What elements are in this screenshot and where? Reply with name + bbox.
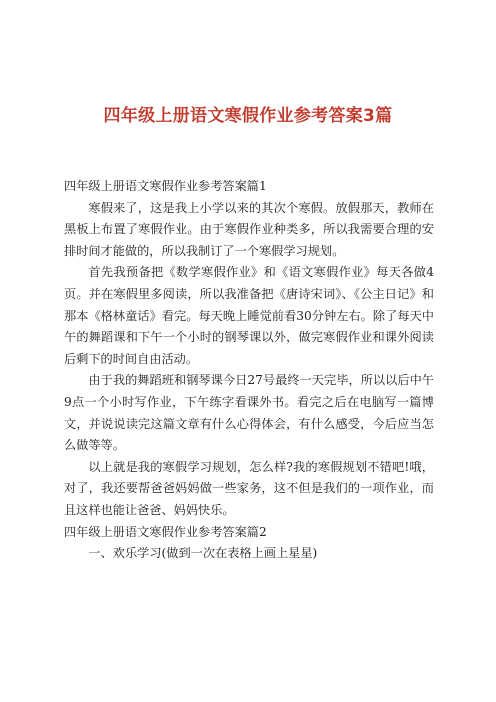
- section-heading-1: 四年级上册语文寒假作业参考答案篇1: [64, 179, 267, 193]
- body-paragraph-3: 由于我的舞蹈班和钢琴课今日27号最终一天完毕，所以以后中午9点一个小时写作业，下午练字看课外书。看完之后在电脑写一篇博文，并说说读完这篇文章有什么心得体会，有什么感受，今后应当怎么做等等。: [64, 373, 434, 453]
- section-heading-2: 四年级上册语文寒假作业参考答案篇2: [64, 524, 267, 539]
- body-paragraph-5: 一、欢乐学习(做到一次在表格上画上星星): [88, 546, 318, 561]
- document-body: [64, 176, 434, 565]
- body-paragraph-4: 以上就是我的寒假学习规划，怎么样?我的寒假规划不错吧!哦，对了，我还要帮爸爸妈妈做一些家务，这不但是我们的一项作业，而且这样也能让爸爸、妈妈快乐。: [64, 459, 434, 517]
- body-paragraph-1: 寒假来了，这是我上小学以来的其次个寒假。放假那天，教师在黑板上布置了寒假作业。由于寒假作业种类多，所以我需要合理的安排时间才能做的，所以我制订了一个寒假学习规划。: [64, 200, 434, 258]
- document-title: 四年级上册语文寒假作业参考答案3篇: [103, 106, 393, 126]
- body-paragraph-2: 首先我预备把《数学寒假作业》和《语文寒假作业》每天各做4页。并在寒假里多阅读，所以我准备把《唐诗宋词》、《公主日记》和那本《格林童话》看完。每天晚上睡觉前看30分钟左右。除了每天中午的舞蹈课和下午一个小时的钢琴课以外，做完寒假作业和课外阅读后剩下的时间自由活动。: [64, 265, 434, 366]
